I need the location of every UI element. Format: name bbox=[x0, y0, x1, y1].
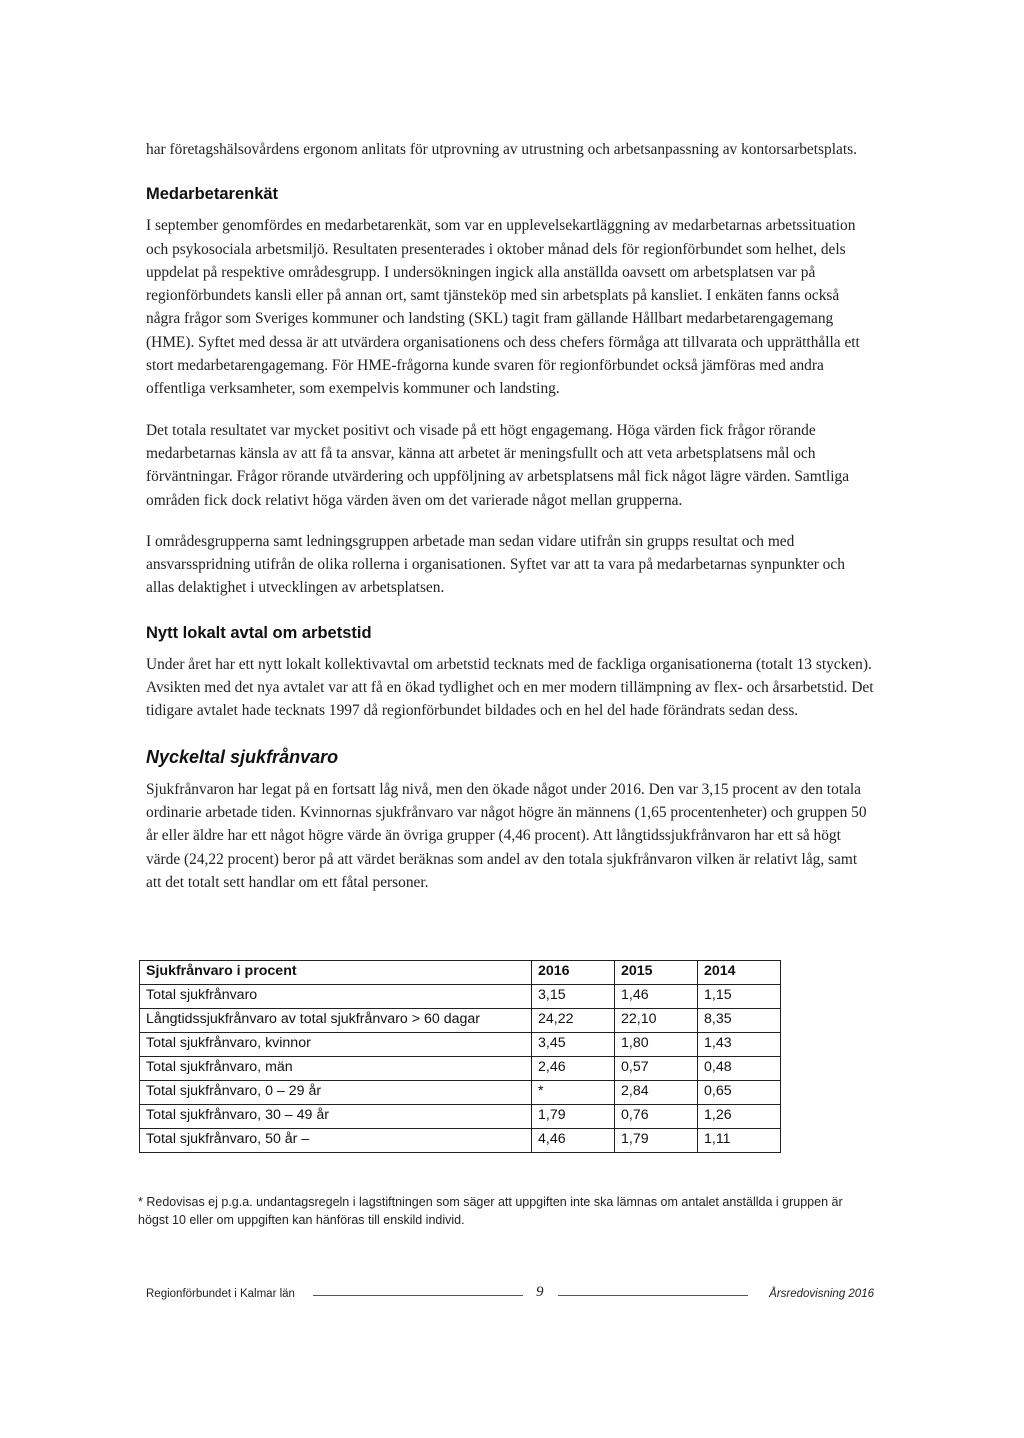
table-row bbox=[140, 1057, 781, 1081]
medarbetarenkat-paragraph-3: I områdesgrupperna samt ledningsgruppen arbetade man sedan vidare utifrån sin grupps resultat och med ansvarsspridning utifrån de olika rollerna i organisationen. Syftet var att ta vara på medarbetarnas synpunkter och allas delaktighet i utvecklingen av arbetsplatsen. bbox=[146, 532, 845, 597]
table-cell: 2,46 bbox=[532, 1057, 615, 1081]
table-cell: 0,48 bbox=[698, 1057, 781, 1081]
table-cell-label: Total sjukfrånvaro, män bbox=[140, 1057, 532, 1081]
table-cell: 1,79 bbox=[532, 1105, 615, 1129]
table-cell: 0,65 bbox=[698, 1081, 781, 1105]
table-cell: * bbox=[532, 1081, 615, 1105]
document-body bbox=[146, 138, 874, 894]
table-row bbox=[140, 1033, 781, 1057]
table-footnote: * Redovisas ej p.g.a. undantagsregeln i lagstiftningen som säger att uppgiften inte ska lämnas om antalet anställda i gruppen är högst 10 eller om uppgiften kan hänföras till enskild individ. bbox=[138, 1195, 843, 1227]
table-cell: 1,15 bbox=[698, 985, 781, 1009]
intro-paragraph: har företagshälsovårdens ergonom anlitats för utprovning av utrustning och arbetsanpassning av kontorsarbetsplats. bbox=[146, 141, 857, 158]
table-cell: 24,22 bbox=[532, 1009, 615, 1033]
medarbetarenkat-paragraph-2: Det totala resultatet var mycket positivt och visade på ett högt engagemang. Höga värden fick frågor rörande medarbetarnas känsla av att få ta ansvar, känna att arbetet är meningsfullt och att veta arbetsplatsens mål och förväntningar. Frågor rörande utvärdering och uppföljning av arbetsplatsens mål fick något lägre värden. Samtliga områden fick dock relativt höga värden även om det varierade något mellan grupperna. bbox=[146, 421, 850, 509]
table-cell: 3,15 bbox=[532, 985, 615, 1009]
sick-leave-table bbox=[139, 960, 781, 1153]
table-header-cell: 2016 bbox=[532, 961, 615, 985]
table-cell: 1,79 bbox=[615, 1129, 698, 1153]
table-header-cell: 2015 bbox=[615, 961, 698, 985]
table-cell: 1,26 bbox=[698, 1105, 781, 1129]
footer-divider-right bbox=[558, 1295, 748, 1296]
table-header-cell: 2014 bbox=[698, 961, 781, 985]
table-row bbox=[140, 1105, 781, 1129]
page-footer bbox=[146, 1284, 874, 1308]
table-cell-label: Total sjukfrånvaro, 30 – 49 år bbox=[140, 1105, 532, 1129]
table-cell: 2,84 bbox=[615, 1081, 698, 1105]
page-number: 9 bbox=[536, 1284, 544, 1300]
table-header-cell: Sjukfrånvaro i procent bbox=[140, 961, 532, 985]
table-cell: 1,11 bbox=[698, 1129, 781, 1153]
table-cell-label: Långtidssjukfrånvaro av total sjukfrånvaro > 60 dagar bbox=[140, 1009, 532, 1033]
table-row bbox=[140, 1129, 781, 1153]
table-cell: 0,76 bbox=[615, 1105, 698, 1129]
sjukfranvaro-paragraph: Sjukfrånvaron har legat på en fortsatt låg nivå, men den ökade något under 2016. Den var 3,15 procent av den totala ordinarie arbetade tiden. Kvinnornas sjukfrånvaro var något högre än männens (1,65 procentenheter) och gruppen 50 år eller äldre har ett något högre värde än övriga grupper (4,46 procent). Att långtidssjukfrånvaron har ett så högt värde (24,22 procent) beror på att värdet beräknas som andel av den totala sjukfrånvaron vilken är relativt låg, samt att det totalt sett handlar om ett fåtal personer. bbox=[146, 780, 867, 891]
table-cell-label: Total sjukfrånvaro, 50 år – bbox=[140, 1129, 532, 1153]
medarbetarenkat-paragraph-1: I september genomfördes en medarbetarenkät, som var en upplevelsekartläggning av medarbetarnas arbetssituation och psykosociala arbetsmiljö. Resultaten presenterades i oktober månad dels för regionförbundet som helhet, dels uppdelat på respektive områdesgrupp. I undersökningen ingick alla anställda oavsett om arbetsplatsen var på regionförbundets kansli eller på annan ort, samt tjänsteköp med sin arbetsplats på kansliet. I enkäten fanns också några frågor som Sveriges kommuner och landsting (SKL) tagit fram gällande Hållbart medarbetarengagemang (HME). Syftet med dessa är att utvärdera organisationens och dess chefers förmåga att tillvarata och upprätthålla ett stort medarbetarengagemang. För HME-frågorna kunde svaren för regionförbundet också jämföras med andra offentliga verksamheter, som exempelvis kommuner och landsting. bbox=[146, 217, 860, 398]
heading-medarbetarenkat: Medarbetarenkät bbox=[146, 185, 279, 204]
table-cell-label: Total sjukfrånvaro, 0 – 29 år bbox=[140, 1081, 532, 1105]
table-cell: 3,45 bbox=[532, 1033, 615, 1057]
table-row bbox=[140, 985, 781, 1009]
table-cell-label: Total sjukfrånvaro, kvinnor bbox=[140, 1033, 532, 1057]
footer-divider-left bbox=[313, 1295, 523, 1296]
footer-organization: Regionförbundet i Kalmar län bbox=[146, 1288, 295, 1300]
heading-sjukfranvaro: Nyckeltal sjukfrånvaro bbox=[146, 746, 339, 767]
table-cell: 1,80 bbox=[615, 1033, 698, 1057]
heading-arbetstid: Nytt lokalt avtal om arbetstid bbox=[146, 623, 372, 642]
arbetstid-paragraph: Under året har ett nytt lokalt kollektivavtal om arbetstid tecknats med de fackliga organisationerna (totalt 13 stycken). Avsikten med det nya avtalet var att få en ökad tydlighet och en mer modern tillämpning av flex- och årsarbetstid. Det tidigare avtalet hade tecknats 1997 då regionförbundet bildades och en hel del hade förändrats sedan dess. bbox=[146, 655, 874, 720]
table-row bbox=[140, 1081, 781, 1105]
table-header-row bbox=[140, 961, 781, 985]
table-cell: 0,57 bbox=[615, 1057, 698, 1081]
table-cell: 8,35 bbox=[698, 1009, 781, 1033]
table-cell: 1,46 bbox=[615, 985, 698, 1009]
table-cell-label: Total sjukfrånvaro bbox=[140, 985, 532, 1009]
table-cell: 1,43 bbox=[698, 1033, 781, 1057]
table-cell: 4,46 bbox=[532, 1129, 615, 1153]
table-cell: 22,10 bbox=[615, 1009, 698, 1033]
footer-report-title: Årsredovisning 2016 bbox=[769, 1288, 874, 1300]
table-row bbox=[140, 1009, 781, 1033]
